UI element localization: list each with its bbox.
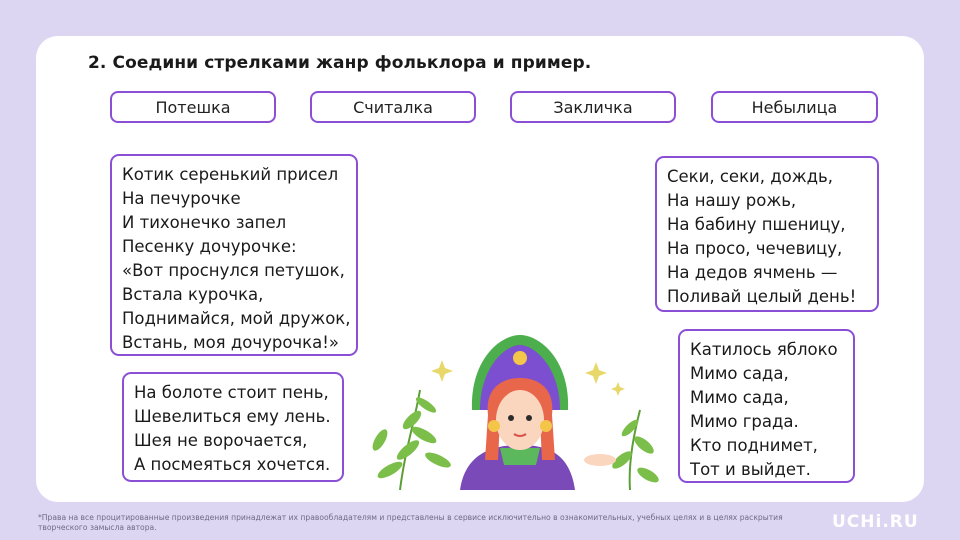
folk-girl-illustration — [360, 330, 660, 490]
poem-line: Секи, секи, дождь, — [667, 167, 833, 186]
poem-line: И тихонечко запел — [122, 213, 287, 232]
genre-card-nebylitsa[interactable]: Небылица — [711, 91, 878, 123]
poem-line: На просо, чечевицу, — [667, 239, 843, 258]
copyright-disclaimer: *Права на все процитированные произведения принадлежат их правообладателям и представлены в сервисе исключительно в ознакомительных, учебных целях и в целях раскрытия творческого замысла автора. — [38, 513, 783, 532]
poem-line: Мимо сада, — [690, 364, 789, 383]
poem-line: Кто поднимет, — [690, 436, 818, 455]
poem-line: Встала курочка, — [122, 285, 264, 304]
poem-line: Мимо града. — [690, 412, 799, 431]
poem-line: Песенку дочурочке: — [122, 237, 297, 256]
poem-card-boloto[interactable] — [122, 372, 344, 482]
poem-line: Шея не ворочается, — [134, 431, 308, 450]
poem-line: «Вот проснулся петушок, — [122, 261, 345, 280]
task-title: 2. Соедини стрелками жанр фольклора и пример. — [88, 53, 592, 73]
genre-card-schitalka[interactable]: Считалка — [310, 91, 476, 123]
poem-line: На нашу рожь, — [667, 191, 797, 210]
poem-line: Тот и выйдет. — [690, 460, 811, 479]
poem-line: На печурочке — [122, 189, 241, 208]
leaf-branch-icon — [370, 390, 453, 490]
poem-line: Встань, моя дочурочка!» — [122, 333, 339, 352]
genre-card-zaklichka[interactable]: Закличка — [510, 91, 676, 123]
poem-line: Шевелиться ему лень. — [134, 407, 331, 426]
poem-line: А посмеяться хочется. — [134, 455, 331, 474]
poem-line: Катилось яблоко — [690, 340, 838, 359]
poem-line: На дедов ячмень — — [667, 263, 838, 282]
leaf-branch-icon — [610, 410, 660, 490]
poem-card-yabloko[interactable] — [678, 329, 855, 483]
poem-line: На болоте стоит пень, — [134, 383, 329, 402]
poem-line: Мимо сада, — [690, 388, 789, 407]
poem-line: На бабину пшеницу, — [667, 215, 846, 234]
poem-card-seki[interactable] — [655, 156, 879, 312]
poem-card-kotik[interactable] — [110, 154, 358, 356]
uchi-ru-logo: UCHi.RU — [832, 512, 919, 532]
poem-line: Поливай целый день! — [667, 287, 857, 306]
genre-card-poteshka[interactable]: Потешка — [110, 91, 276, 123]
poem-line: Котик серенький присел — [122, 165, 339, 184]
poem-line: Поднимайся, мой дружок, — [122, 309, 351, 328]
